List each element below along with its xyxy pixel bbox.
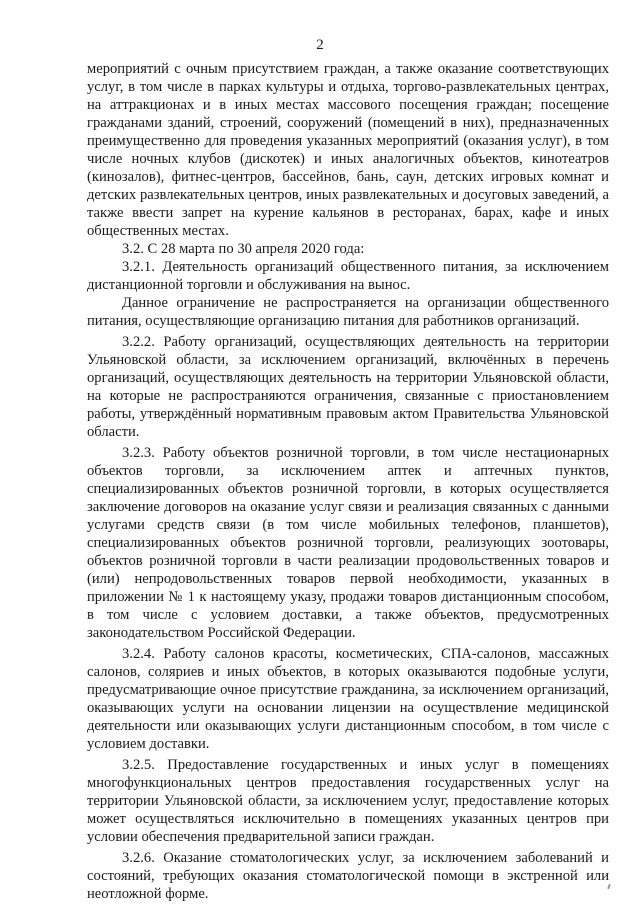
- paragraph-3-2: 3.2. С 28 марта по 30 апреля 2020 года:: [122, 241, 365, 257]
- scan-artifact-mark: [607, 884, 611, 889]
- paragraph-3-2-4: 3.2.4. Работу салонов красоты, косметических, СПА-салонов, массажных салонов, соляриев и иных объектов, в которых оказываются подобные услуги, предусматривающие очное присутствие гражданина, за исключением организаций, оказывающих услуги на основании лицензии на осуществление медицинской деятельности или оказывающих услуги дистанционным способом, в том числе с условием доставки.: [87, 646, 609, 752]
- paragraph-3-2-3: 3.2.3. Работу объектов розничной торговли, в том числе нестационарных объектов торговли, за исключением аптек и аптечных пунктов, специализированных объектов розничной торговли, в которых осуществляется заключение договоров на оказание услуг связи и реализация связанных с данными услугами средств связи (в том числе мобильных телефонов, планшетов), специализированных объектов розничной торговли, реализующих зоотовары, объектов розничной торговли в части реализации продовольственных товаров и (или) непродовольственных товаров первой необходимости, указанных в приложении № 1 к настоящему указу, продажи товаров дистанционным способом, в том числе с условием доставки, а также объектов, предусмотренных законодательством Российской Федерации.: [87, 445, 609, 641]
- paragraph-3-2-1: 3.2.1. Деятельность организаций общественного питания, за исключением дистанционной торговли и обслуживания на вынос.: [87, 259, 609, 293]
- paragraph-3-2-5: 3.2.5. Предоставление государственных и иных услуг в помещениях многофункциональных центров предоставления государственных услуг на территории Ульяновской области, за исключением услуг, предоставление которых может осуществляться исключительно в помещениях указанных центров при условии обеспечения предварительной записи граждан.: [87, 757, 609, 845]
- paragraph-3-2-1-note: Данное ограничение не распространяется на организации общественного питания, осуществляющие организацию питания для работников организаций.: [87, 295, 609, 329]
- paragraph-continuation: мероприятий с очным присутствием граждан, а также оказание соответствующих услуг, в том числе в парках культуры и отдыха, торгово-развлекательных центрах, на аттракционах и в иных местах массового посещения граждан; посещение гражданами зданий, строений, сооружений (помещений в них), предназначенных преимущественно для проведения указанных мероприятий (оказания услуг), в том числе ночных клубов (дискотек) и иных аналогичных объектов, кинотеатров (кинозалов), фитнес-центров, бассейнов, бань, саун, детских игровых комнат и детских развлекательных центров, иных развлекательных и досуговых заведений, а также ввести запрет на курение кальянов в ресторанах, барах, кафе и иных общественных местах.: [87, 61, 609, 239]
- page-number: 2: [316, 37, 324, 53]
- paragraph-3-2-6: 3.2.6. Оказание стоматологических услуг, за исключением заболеваний и состояний, требующих оказания стоматологической помощи в экстренной или неотложной форме.: [87, 850, 609, 902]
- paragraph-3-2-2: 3.2.2. Работу организаций, осуществляющих деятельность на территории Ульяновской области, за исключением организаций, включённых в перечень организаций, осуществляющих деятельность на территории Ульяновской области, на которые не распространяются ограничения, связанные с приостановлением работы, утверждённый нормативным правовым актом Правительства Ульяновской области.: [87, 334, 609, 440]
- document-body: [87, 60, 609, 903]
